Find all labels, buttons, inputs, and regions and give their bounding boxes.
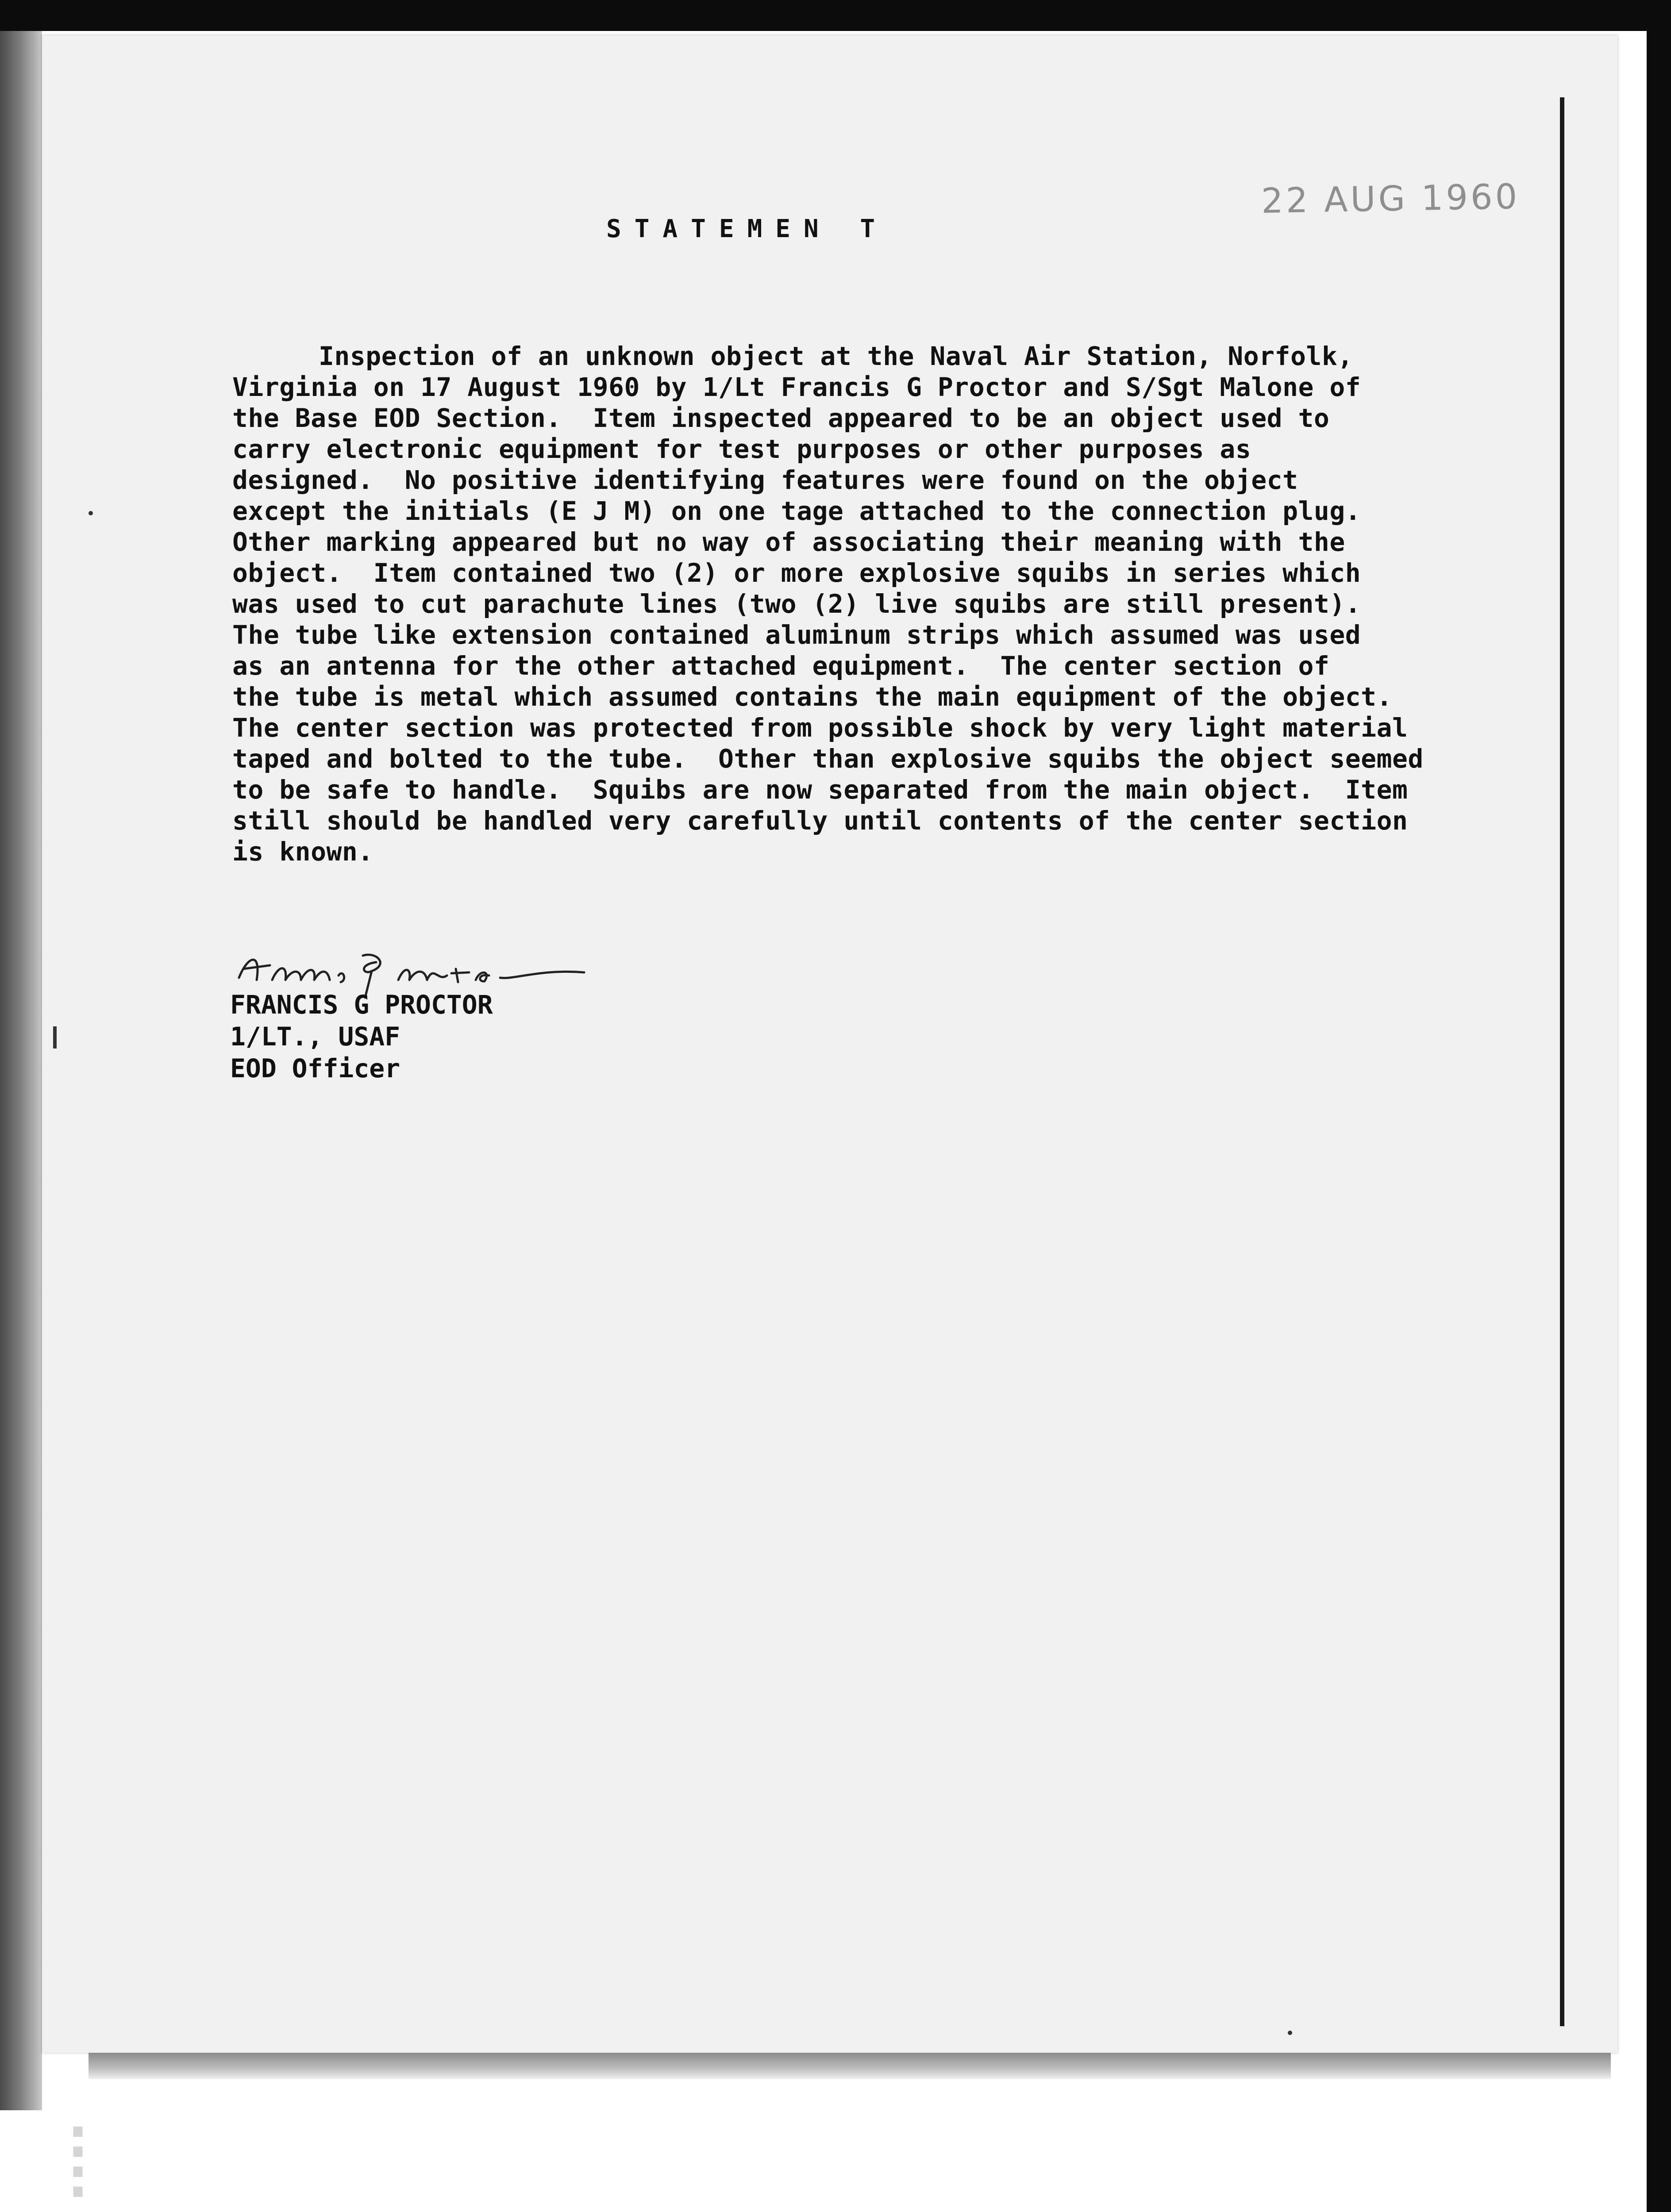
signer-name: FRANCIS G PROCTOR	[230, 990, 493, 1020]
document-title: STATEMEN T	[606, 215, 889, 243]
body-line: was used to cut parachute lines (two (2) live squibs are still present).	[232, 589, 1361, 619]
body-line: Inspection of an unknown object at the Naval Air Station, Norfolk,	[319, 341, 1353, 371]
page-bottom-shadow	[89, 2053, 1611, 2079]
film-border-top	[0, 0, 1671, 31]
film-border-right	[1647, 0, 1671, 2212]
body-line: The tube like extension contained aluminum strips which assumed was used	[232, 620, 1361, 650]
body-line: to be safe to handle. Squibs are now separated from the main object. Item	[232, 775, 1408, 805]
signer-rank: 1/LT., USAF	[230, 1022, 400, 1052]
body-line: carry electronic equipment for test purposes or other purposes as	[232, 434, 1251, 464]
body-line: except the initials (E J M) on one tage attached to the connection plug.	[232, 496, 1361, 526]
body-line: Other marking appeared but no way of associating their meaning with the	[232, 527, 1345, 557]
body-line: taped and bolted to the tube. Other than explosive squibs the object seemed	[232, 744, 1424, 774]
body-line: designed. No positive identifying features were found on the object	[232, 465, 1298, 495]
signer-title: EOD Officer	[230, 1053, 400, 1083]
page-edge-rule	[1560, 97, 1564, 2026]
statement-body	[232, 341, 1463, 867]
stray-mark	[89, 511, 93, 515]
signature-block	[230, 989, 493, 1084]
body-line: is known.	[232, 837, 373, 867]
body-line: the Base EOD Section. Item inspected appeared to be an object used to	[232, 403, 1330, 433]
film-border-left	[0, 31, 42, 2110]
body-line: Virginia on 17 August 1960 by 1/Lt Francis G Proctor and S/Sgt Malone of	[232, 372, 1361, 402]
body-line: as an antenna for the other attached equipment. The center section of	[232, 651, 1330, 681]
margin-mark	[53, 1026, 57, 1048]
stray-mark	[1288, 2031, 1292, 2035]
body-line: object. Item contained two (2) or more explosive squibs in series which	[232, 558, 1361, 588]
received-date-stamp: 22 AUG 1960	[1261, 177, 1520, 222]
body-line: the tube is metal which assumed contains the main equipment of the object.	[232, 682, 1393, 712]
body-line: still should be handled very carefully until contents of the center section	[232, 806, 1408, 836]
scan-bleed-through: ⁞	[49, 2107, 108, 2212]
body-line: The center section was protected from possible shock by very light material	[232, 713, 1408, 743]
